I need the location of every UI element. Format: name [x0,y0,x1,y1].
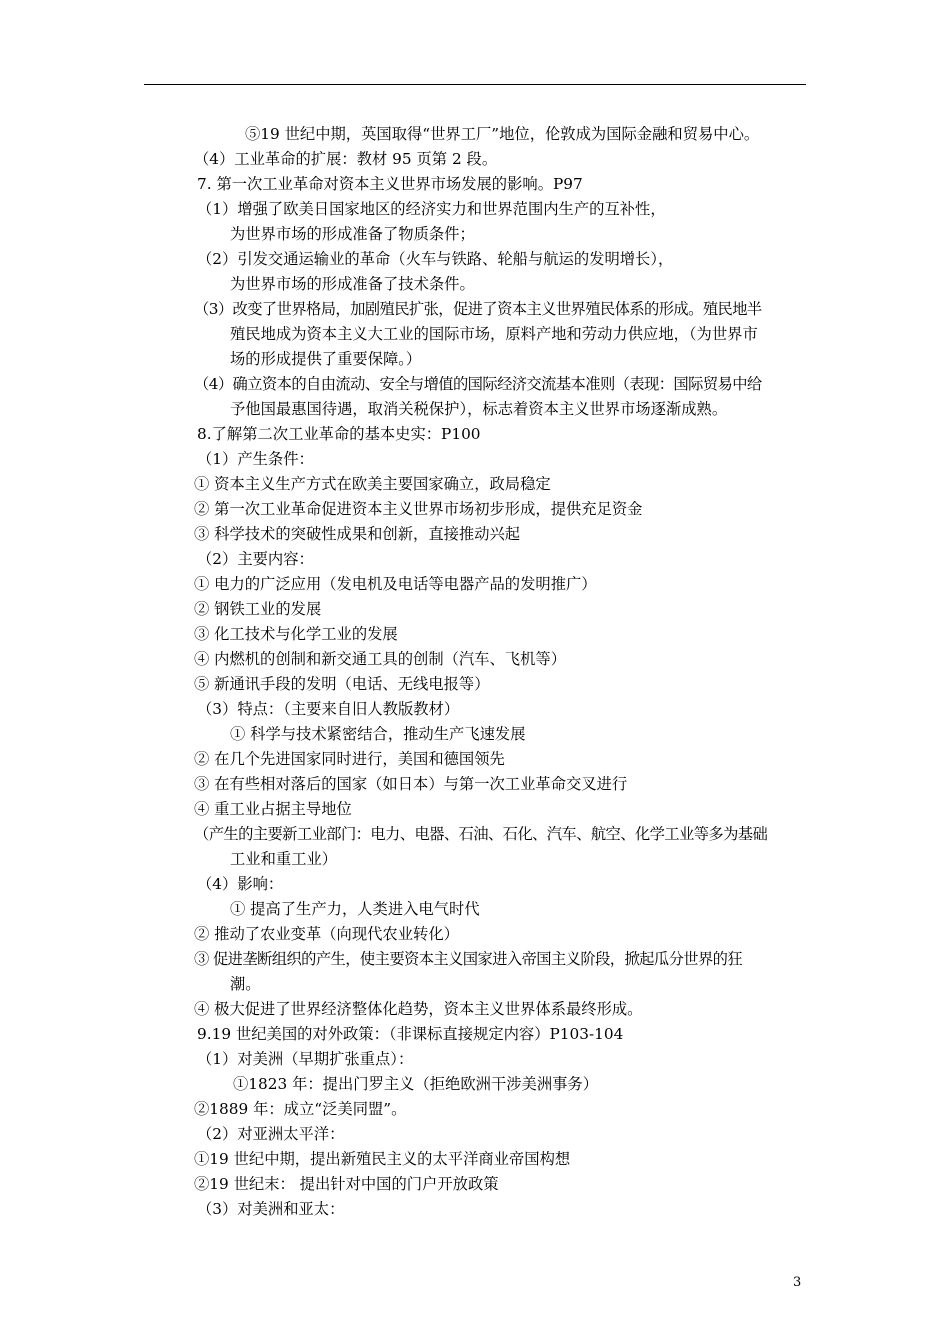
text-line: （2）对亚洲太平洋： [197,1125,345,1143]
text-line: ②1889 年：成立“泛美同盟”。 [194,1100,407,1118]
text-line: ⑤19 世纪中期，英国取得“世界工厂”地位，伦敦成为国际金融和贸易中心。 [245,125,760,143]
text-line: （3）改变了世界格局，加剧殖民扩张，促进了资本主义世界殖民体系的形成。殖民地半 [194,300,762,318]
text-line: ④ 重工业占据主导地位 [194,800,352,818]
text-line: 为世界市场的形成准备了物质条件； [230,225,475,243]
text-line: ① 提高了生产力，人类进入电气时代 [230,900,480,918]
text-line: ① 资本主义生产方式在欧美主要国家确立，政局稳定 [194,475,551,493]
text-line: （4）确立资本的自由流动、安全与增值的国际经济交流基本准则（表现：国际贸易中给 [194,375,762,393]
text-line: 工业和重工业） [230,850,338,868]
text-line: ① 电力的广泛应用（发电机及电话等电器产品的发明推广） [194,575,597,593]
heading-item-7: 7. 第一次工业革命对资本主义世界市场发展的影响。P97 [197,175,583,193]
text-line: 殖民地成为资本主义大工业的国际市场，原料产地和劳动力供应地，（为世界市 [230,325,758,343]
text-line: 为世界市场的形成准备了技术条件。 [230,275,475,293]
text-line: ②19 世纪末： 提出针对中国的门户开放政策 [194,1175,499,1193]
text-line: （3）特点：（主要来自旧人教版教材） [197,700,460,718]
text-line: 场的形成提供了重要保障。） [230,350,422,368]
text-line: （1）产生条件： [197,450,314,468]
text-line: ③ 化工技术与化学工业的发展 [194,625,398,643]
text-line: ③ 促进垄断组织的产生，使主要资本主义国家进入帝国主义阶段，掀起瓜分世界的狂 [194,950,743,968]
page-number: 3 [793,1275,802,1290]
text-line: ② 第一次工业革命促进资本主义世界市场初步形成，提供充足资金 [194,500,643,518]
text-line: （4）影响： [197,875,284,893]
text-line: ② 钢铁工业的发展 [194,600,322,618]
text-line: 潮。 [230,975,261,993]
text-line: ① 科学与技术紧密结合，推动生产飞速发展 [230,725,526,743]
text-line: （4）工业革命的扩展：教材 95 页第 2 段。 [194,150,498,168]
header-rule [144,84,806,85]
text-line: ② 在几个先进国家同时进行，美国和德国领先 [194,750,505,768]
text-line: ③ 在有些相对落后的国家（如日本）与第一次工业革命交叉进行 [194,775,628,793]
text-line: ② 推动了农业变革（向现代农业转化） [194,925,459,943]
text-line: ④ 内燃机的创制和新交通工具的创制（汽车、飞机等） [194,650,566,668]
text-line: ④ 极大促进了世界经济整体化趋势，资本主义世界体系最终形成。 [194,1000,643,1018]
heading-item-9: 9.19 世纪美国的对外政策：（非课标直接规定内容）P103-104 [197,1025,624,1043]
text-line: （1）增强了欧美日国家地区的经济实力和世界范围内生产的互补性， [197,200,666,218]
text-line: ①1823 年：提出门罗主义（拒绝欧洲干涉美洲事务） [233,1075,599,1093]
text-line: （1）对美洲（早期扩张重点）： [197,1050,414,1068]
text-line: （2）主要内容： [197,550,314,568]
text-line: （2）引发交通运输业的革命（火车与铁路、轮船与航运的发明增长）， [197,250,674,268]
text-line: 予他国最惠国待遇，取消关税保护），标志着资本主义世界市场逐渐成熟。 [230,400,728,418]
text-line: （产生的主要新工业部门：电力、电器、石油、石化、汽车、航空、化学工业等多为基础 [194,825,768,843]
heading-item-8: 8.了解第二次工业革命的基本史实：P100 [197,425,481,443]
text-line: ①19 世纪中期，提出新殖民主义的太平洋商业帝国构想 [194,1150,571,1168]
text-line: ⑤ 新通讯手段的发明（电话、无线电报等） [194,675,490,693]
text-line: （3）对美洲和亚太： [197,1200,345,1218]
text-line: ③ 科学技术的突破性成果和创新，直接推动兴起 [194,525,521,543]
